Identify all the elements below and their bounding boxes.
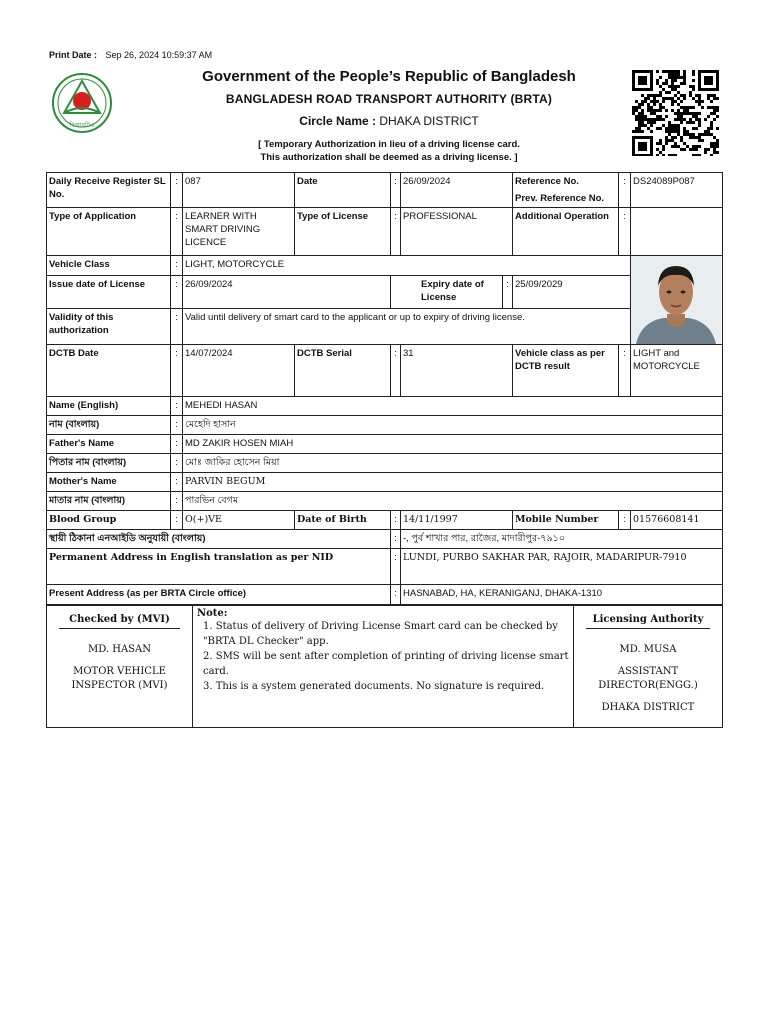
prev-reference-label: Prev. Reference No. — [515, 193, 605, 204]
authority-title: BANGLADESH ROAD TRANSPORT AUTHORITY (BRTA) — [225, 92, 553, 106]
checked-by-designation-1: MOTOR VEHICLE — [73, 666, 166, 677]
licensing-authority-section — [574, 606, 723, 728]
father-en-value: MD ZAKIR HOSEN MIAH — [183, 435, 723, 454]
circle-name — [150, 114, 628, 128]
table-row: DCTB Date : 14/07/2024 DCTB Serial : 31 Vehicle class as per DCTB result : LIGHT and MOTORCYCLE — [47, 345, 723, 397]
expiry-date-label: Expiry date of License — [391, 276, 503, 308]
type-application-value: LEARNER WITH SMART DRIVING LICENCE — [183, 208, 295, 256]
vehicle-class-value: LIGHT, MOTORCYCLE — [183, 256, 631, 276]
circle-value: DHAKA DISTRICT — [379, 114, 479, 128]
licensing-authority-name: MD. MUSA — [619, 644, 677, 655]
name-en-label: Name (English) — [47, 397, 171, 416]
table-row: Daily Receive Register SL No. : 087 Date : 26/09/2024 Reference No. Prev. Reference No. : DS24089P087 — [47, 173, 723, 208]
note-title: Note: — [197, 608, 228, 619]
licensing-authority-designation-2: DIRECTOR(ENGG.) — [598, 680, 698, 691]
father-bn-value: মোঃ জাকির হোসেন মিয়া — [183, 454, 723, 473]
circle-label: Circle Name : — [299, 114, 376, 128]
father-bn-label: পিতার নাম (বাংলায়) — [47, 454, 171, 473]
type-application-label: Type of Application — [47, 208, 171, 256]
print-date — [49, 50, 212, 60]
mother-bn-value: পারভিন বেগম — [183, 492, 723, 511]
notes-section — [193, 606, 574, 728]
dctb-serial-label: DCTB Serial — [295, 345, 391, 397]
present-address-value: HASNABAD, HA, KERANIGANJ, DHAKA-1310 — [401, 585, 723, 605]
validity-label: Validity of this authorization — [47, 308, 171, 344]
reference-labels — [513, 173, 619, 208]
table-row: Mother's Name : PARVIN BEGUM — [47, 473, 723, 492]
signature-table — [46, 605, 723, 728]
licensing-authority-office: DHAKA DISTRICT — [601, 702, 695, 713]
table-row: নাম (বাংলায়) : মেহেদি হাসান — [47, 416, 723, 435]
reference-label: Reference No. — [515, 176, 579, 187]
dctb-serial-value: 31 — [401, 345, 513, 397]
perm-en-label: Permanent Address in English translation as per NID — [47, 549, 391, 585]
mother-bn-label: মাতার নাম (বাংলায়) — [47, 492, 171, 511]
table-row: Vehicle Class : LIGHT, MOTORCYCLE — [47, 256, 723, 276]
checked-by-title: Checked by (MVI) — [59, 614, 180, 629]
additional-operation-value — [631, 208, 723, 256]
table-row: Validity of this authorization : Valid until delivery of smart card to the applicant or up to expiry of driving license. — [47, 308, 723, 344]
authorization-notice — [150, 138, 628, 164]
present-address-label: Present Address (as per BRTA Circle office) — [47, 585, 391, 605]
table-row: স্থায়ী ঠিকানা এনআইডি অনুযায়ী (বাংলায়) : -, পুর্ব শাখার পার, রাজৈর, মাদারীপুর-৭৯১০ — [47, 530, 723, 549]
blood-group-label: Blood Group — [47, 511, 171, 530]
print-date-value: Sep 26, 2024 10:59:37 AM — [105, 50, 213, 60]
mother-en-label: Mother's Name — [47, 473, 171, 492]
qr-code — [632, 70, 722, 156]
register-sl-value: 087 — [183, 173, 295, 208]
dctb-date-label: DCTB Date — [47, 345, 171, 397]
vehicle-result-label: Vehicle class as per DCTB result — [513, 345, 619, 397]
checked-by-designation-2: INSPECTOR (MVI) — [71, 680, 168, 691]
blood-group-value: O(+)VE — [183, 511, 295, 530]
licensing-authority-designation-1: ASSISTANT — [617, 666, 679, 677]
table-row: Issue date of License : 26/09/2024 Expiry date of License : 25/09/2029 — [47, 276, 723, 308]
table-row: মাতার নাম (বাংলায়) : পারভিন বেগম — [47, 492, 723, 511]
type-license-label: Type of License — [295, 208, 391, 256]
name-en-value: MEHEDI HASAN — [183, 397, 723, 416]
validity-value: Valid until delivery of smart card to the applicant or up to expiry of driving license. — [183, 308, 631, 344]
register-sl-label: Daily Receive Register SL No. — [47, 173, 171, 208]
applicant-photo — [631, 256, 721, 344]
father-en-label: Father's Name — [47, 435, 171, 454]
expiry-date-value: 25/09/2029 — [513, 276, 631, 308]
table-row: Type of Application : LEARNER WITH SMART DRIVING LICENCE Type of License : PROFESSIONAL Additional Operation : — [47, 208, 723, 256]
dob-value: 14/11/1997 — [401, 511, 513, 530]
table-row: Name (English) : MEHEDI HASAN — [47, 397, 723, 416]
logo-text: বিআরটিএ — [69, 122, 95, 129]
table-row: Permanent Address in English translation as per NID : LUNDI, PURBO SAKHAR PAR, RAJOIR, MADARIPUR-7910 — [47, 549, 723, 585]
note-2: 2. SMS will be sent after completion of printing of driving license smart card. — [203, 651, 569, 677]
reference-value: DS24089P087 — [631, 173, 723, 208]
issue-date-value: 26/09/2024 — [183, 276, 391, 308]
name-bn-label: নাম (বাংলায়) — [47, 416, 171, 435]
perm-bn-label: স্থায়ী ঠিকানা এনআইডি অনুযায়ী (বাংলায়) — [47, 530, 391, 549]
brta-logo — [50, 73, 114, 133]
vehicle-result-value: LIGHT and MOTORCYCLE — [631, 345, 723, 397]
issue-date-label: Issue date of License — [47, 276, 171, 308]
dctb-date-value: 14/07/2024 — [183, 345, 295, 397]
table-row: Father's Name : MD ZAKIR HOSEN MIAH — [47, 435, 723, 454]
mobile-label: Mobile Number — [513, 511, 619, 530]
checked-by-name: MD. HASAN — [87, 644, 152, 655]
perm-en-value: LUNDI, PURBO SAKHAR PAR, RAJOIR, MADARIPUR-7910 — [401, 549, 723, 585]
government-title: Government of the People’s Republic of Bangladesh — [202, 68, 576, 85]
vehicle-class-label: Vehicle Class — [47, 256, 171, 276]
checked-by-section — [47, 606, 193, 728]
licensing-authority-title: Licensing Authority — [586, 614, 710, 629]
date-label: Date — [295, 173, 391, 208]
applicant-photo-cell — [631, 256, 723, 345]
mobile-value: 01576608141 — [631, 511, 723, 530]
note-1: 1. Status of delivery of Driving License Smart card can be checked by "BRTA DL Checker" app. — [203, 621, 558, 647]
table-row: পিতার নাম (বাংলায়) : মোঃ জাকির হোসেন মিয়া — [47, 454, 723, 473]
license-info-table — [46, 172, 723, 605]
dob-label: Date of Birth — [295, 511, 391, 530]
table-row: Present Address (as per BRTA Circle office) : HASNABAD, HA, KERANIGANJ, DHAKA-1310 — [47, 585, 723, 605]
date-value: 26/09/2024 — [401, 173, 513, 208]
name-bn-value: মেহেদি হাসান — [183, 416, 723, 435]
additional-operation-label: Additional Operation — [513, 208, 619, 256]
table-row: Blood Group : O(+)VE Date of Birth : 14/11/1997 Mobile Number : 01576608141 — [47, 511, 723, 530]
note-3: 3. This is a system generated documents. No signature is required. — [203, 681, 545, 692]
mother-en-value: PARVIN BEGUM — [183, 473, 723, 492]
print-date-label: Print Date : — [49, 50, 98, 60]
perm-bn-value: -, পুর্ব শাখার পার, রাজৈর, মাদারীপুর-৭৯১০ — [401, 530, 723, 549]
notice-line-2: This authorization shall be deemed as a driving license. ] — [260, 152, 518, 163]
notice-line-1: [ Temporary Authorization in lieu of a driving license card. — [258, 139, 520, 150]
type-license-value: PROFESSIONAL — [401, 208, 513, 256]
